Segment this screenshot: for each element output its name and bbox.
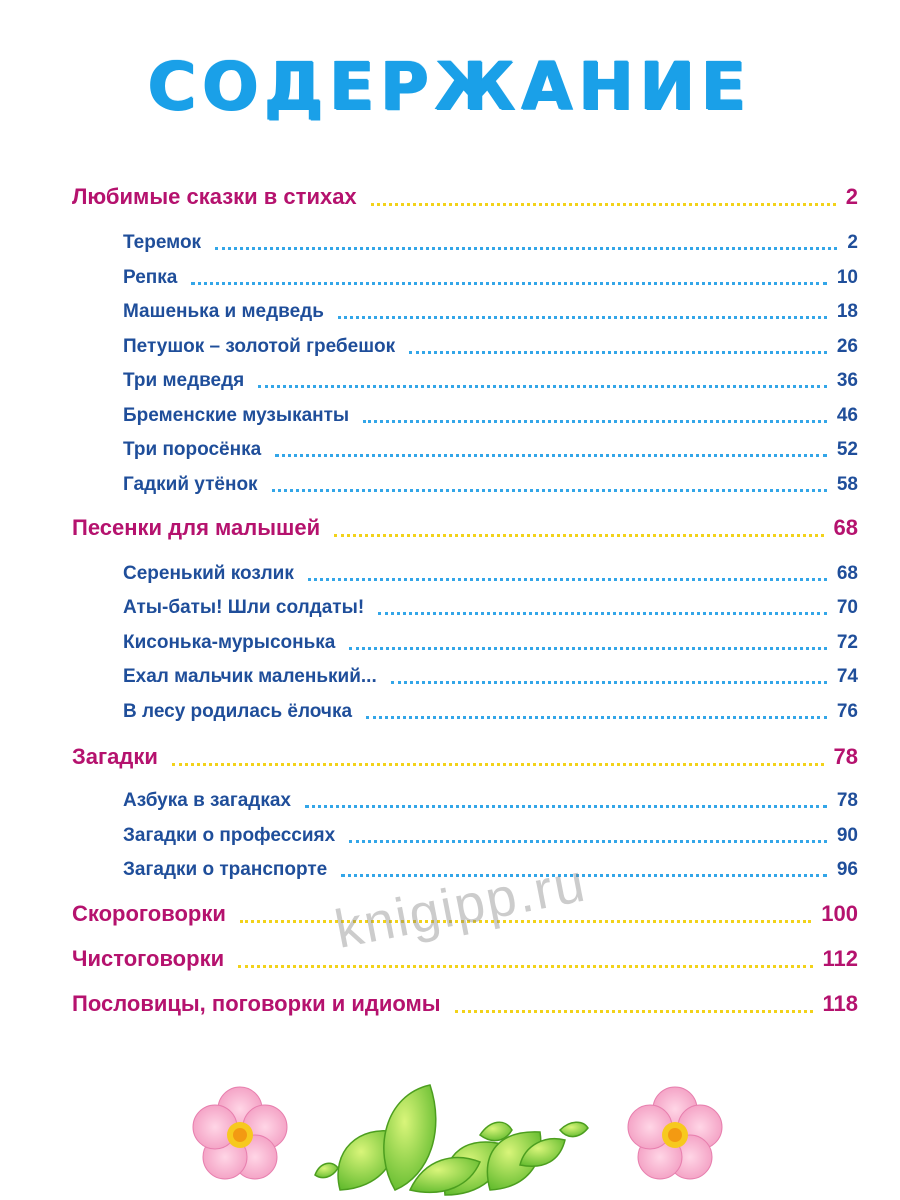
- flower-icon: [628, 1087, 722, 1179]
- toc-item-row[interactable]: [123, 597, 858, 619]
- toc-page-number: 70: [836, 597, 858, 618]
- page-title: СОДЕРЖАНИЕ: [147, 48, 753, 125]
- toc-item-label: Загадки о транспорте: [123, 859, 328, 880]
- toc-page-number: 76: [836, 701, 858, 722]
- watermark: knigipp.ru: [330, 852, 592, 960]
- toc-dot-leader: [172, 763, 824, 764]
- toc-item-label: Теремок: [123, 232, 202, 253]
- toc-item-row[interactable]: [123, 701, 858, 723]
- toc-item-row[interactable]: [123, 632, 858, 654]
- toc-dot-leader: [363, 420, 827, 421]
- toc-item-label: Бременские музыканты: [123, 405, 350, 426]
- toc-item-label: Ехал мальчик маленький...: [123, 666, 377, 687]
- toc-item-row[interactable]: [123, 790, 858, 812]
- toc-section-label: Чистоговорки: [72, 946, 225, 971]
- toc-dot-leader: [366, 716, 827, 717]
- toc-section-row[interactable]: [72, 946, 858, 972]
- toc-dot-leader: [334, 534, 823, 535]
- toc-dot-leader: [455, 1010, 813, 1011]
- toc-dot-leader: [391, 681, 827, 682]
- toc-dot-leader: [238, 965, 812, 966]
- toc-page-number: 2: [847, 232, 858, 253]
- toc-section-row[interactable]: [72, 515, 858, 541]
- toc-page-number: 2: [845, 184, 858, 209]
- toc-item-row[interactable]: [123, 301, 858, 323]
- toc-dot-leader: [349, 647, 826, 648]
- toc-page-number: 112: [822, 946, 858, 971]
- toc-dot-leader: [191, 282, 827, 283]
- toc-section-label: Пословицы, поговорки и идиомы: [72, 991, 441, 1016]
- toc-item-label: Кисонька-мурысонька: [123, 632, 336, 653]
- toc-dot-leader: [378, 612, 827, 613]
- bottom-decoration: [0, 1040, 900, 1200]
- toc-item-label: В лесу родилась ёлочка: [123, 701, 353, 722]
- toc-dot-leader: [308, 578, 827, 579]
- toc-dot-leader: [371, 203, 836, 204]
- toc-dot-leader: [258, 385, 827, 386]
- toc-section-row[interactable]: [72, 184, 858, 210]
- toc-page-number: 100: [821, 901, 858, 926]
- toc-item-label: Три поросёнка: [123, 439, 262, 460]
- toc-page-number: 90: [836, 825, 858, 846]
- toc-item-row[interactable]: [123, 405, 858, 427]
- toc-page-number: 68: [836, 563, 858, 584]
- toc-dot-leader: [215, 247, 837, 248]
- toc-item-label: Аты-баты! Шли солдаты!: [123, 597, 365, 618]
- toc-section-row[interactable]: [72, 991, 858, 1017]
- toc-page-number: 96: [836, 859, 858, 880]
- toc-item-row[interactable]: [123, 825, 858, 847]
- toc-item-row[interactable]: [123, 563, 858, 585]
- toc-item-label: Загадки о профессиях: [123, 825, 336, 846]
- toc-item-label: Три медведя: [123, 370, 245, 391]
- toc-page-number: 118: [822, 991, 858, 1016]
- toc-page-number: 68: [833, 515, 858, 540]
- toc-page-number: 52: [836, 439, 858, 460]
- toc-section-label: Любимые сказки в стихах: [72, 184, 357, 209]
- toc-page-number: 10: [836, 267, 858, 288]
- toc-section-label: Скороговорки: [72, 901, 226, 926]
- toc-section-label: Загадки: [72, 744, 158, 769]
- toc-page-number: 72: [836, 632, 858, 653]
- toc-item-row[interactable]: [123, 370, 858, 392]
- toc-item-label: Гадкий утёнок: [123, 474, 258, 495]
- toc-page-number: 78: [836, 790, 858, 811]
- toc-dot-leader: [338, 316, 827, 317]
- toc-page-number: 74: [836, 666, 858, 687]
- toc-item-row[interactable]: [123, 666, 858, 688]
- toc-item-row[interactable]: [123, 439, 858, 461]
- toc-item-label: Серенький козлик: [123, 563, 294, 584]
- toc-dot-leader: [409, 351, 827, 352]
- toc-page-number: 26: [836, 336, 858, 357]
- toc-dot-leader: [349, 840, 827, 841]
- toc-item-row[interactable]: [123, 267, 858, 289]
- toc-dot-leader: [272, 489, 827, 490]
- leaves-icon: [315, 1085, 588, 1195]
- toc-item-label: Репка: [123, 267, 178, 288]
- toc-dot-leader: [305, 805, 827, 806]
- toc-page-number: 78: [833, 744, 858, 769]
- toc-item-label: Машенька и медведь: [123, 301, 324, 322]
- toc-page-number: 58: [836, 474, 858, 495]
- toc-dot-leader: [275, 454, 827, 455]
- toc-section-label: Песенки для малышей: [72, 515, 321, 540]
- toc-item-row[interactable]: [123, 474, 858, 496]
- toc-page-number: 18: [836, 301, 858, 322]
- toc-item-row[interactable]: [123, 336, 858, 358]
- toc-page-number: 46: [836, 405, 858, 426]
- toc-section-row[interactable]: [72, 744, 858, 770]
- toc-item-label: Петушок – золотой гребешок: [123, 336, 396, 357]
- toc-page-number: 36: [836, 370, 858, 391]
- toc-item-label: Азбука в загадках: [123, 790, 292, 811]
- flower-icon: [193, 1087, 287, 1179]
- toc-item-row[interactable]: [123, 232, 858, 254]
